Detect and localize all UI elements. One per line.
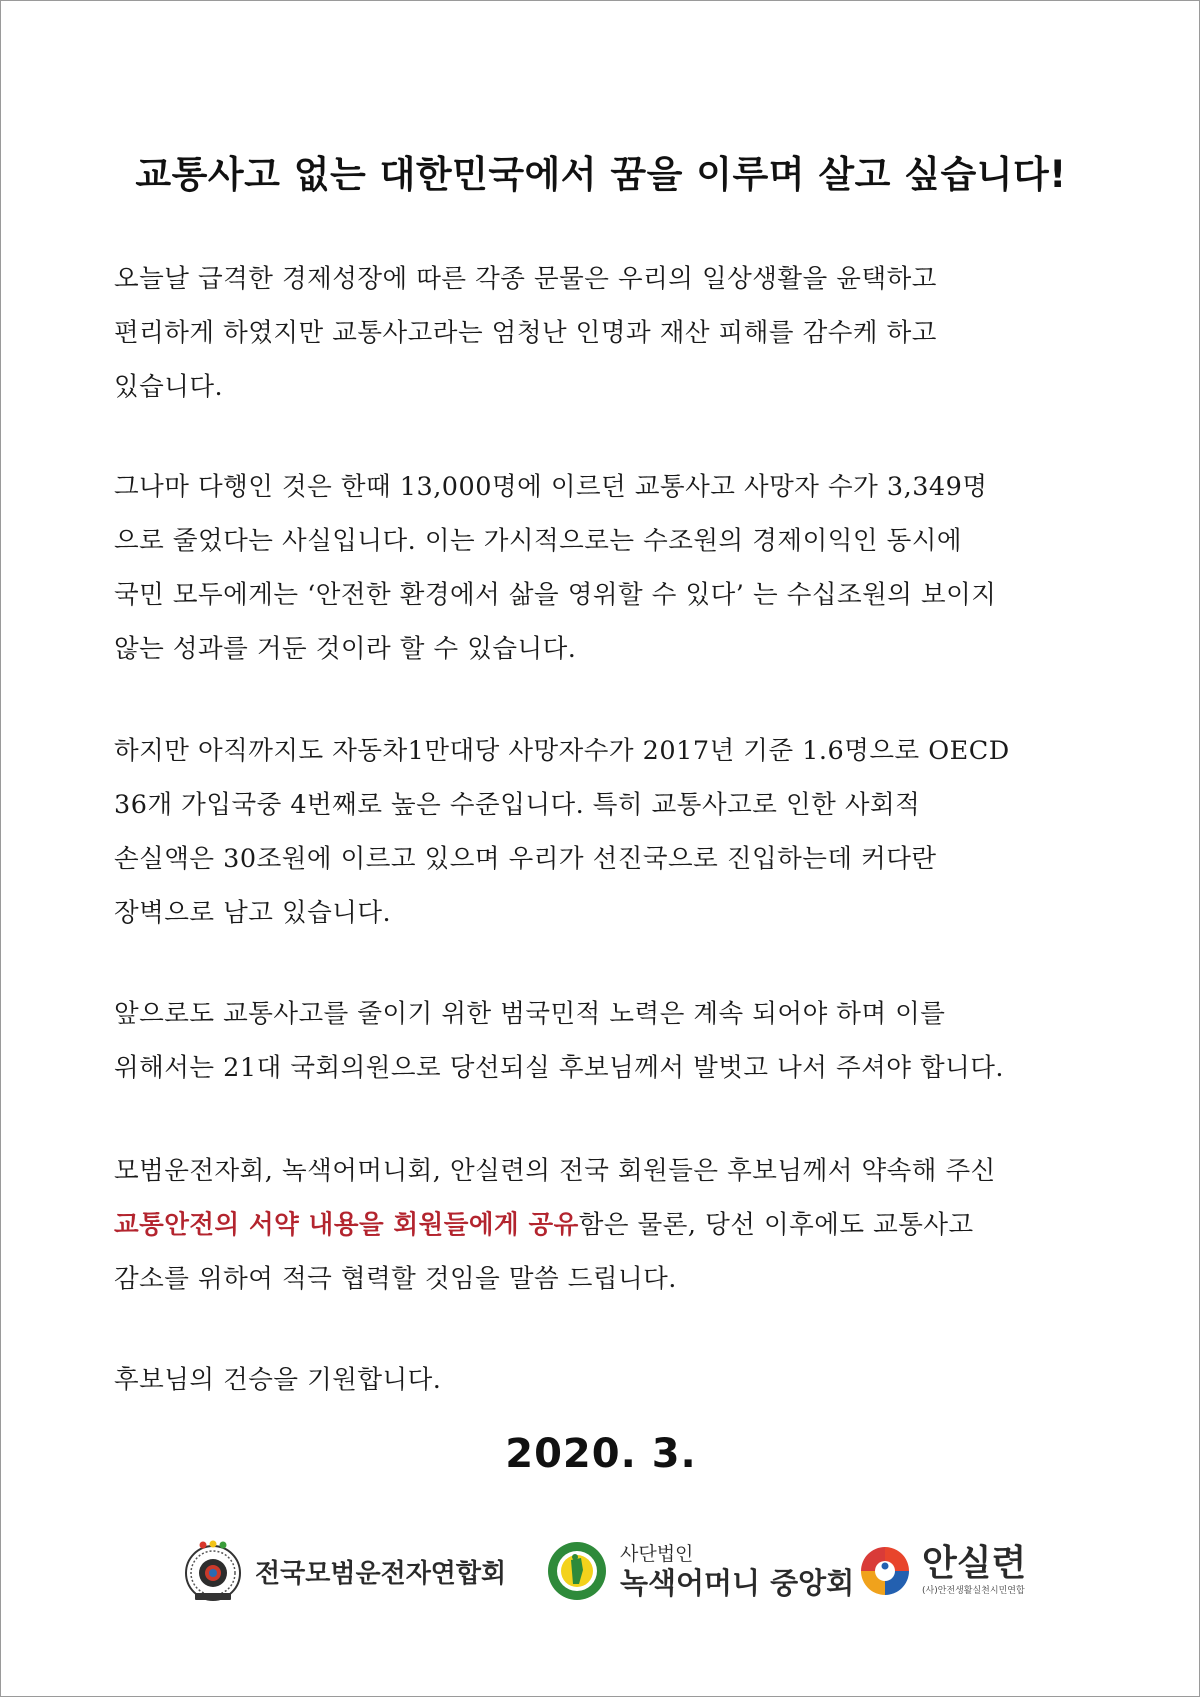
- logo-label: 전국모범운전자연합회: [255, 1558, 507, 1589]
- paragraph-line: 앞으로도 교통사고를 줄이기 위한 범국민적 노력은 계속 되어야 하며 이를: [114, 999, 946, 1029]
- date: 2020. 3.: [505, 1431, 697, 1477]
- paragraph-line: 손실액은 30조원에 이르고 있으며 우리가 선진국으로 진입하는데 커다란: [114, 844, 937, 874]
- paragraph-line: 위해서는 21대 국회의원으로 당선되실 후보님께서 발벗고 나서 주셔야 합니다.: [114, 1053, 1005, 1083]
- logo-label: 녹색어머니 중앙회: [620, 1566, 855, 1600]
- logo-label: 안실련: [922, 1543, 1027, 1584]
- paragraph-line: 있습니다.: [114, 372, 224, 402]
- paragraph-line: 감소를 위하여 적극 협력할 것임을 말씀 드립니다.: [114, 1264, 677, 1294]
- paragraph-line: 후보님의 건승을 기원합니다.: [114, 1365, 442, 1395]
- logo-row: [1, 1531, 1200, 1611]
- paragraph-3: [114, 724, 1089, 940]
- paragraph-4: [114, 987, 1089, 1095]
- logo-text: [620, 1542, 854, 1600]
- paragraph-line: 오늘날 급격한 경제성장에 따른 각종 문물은 우리의 일상생활을 윤택하고: [114, 264, 937, 294]
- paragraph-line: 국민 모두에게는 ‘안전한 환경에서 삶을 영위할 수 있다’ 는 수십조원의 보이지: [114, 580, 997, 610]
- paragraph-line: 하지만 아직까지도 자동차1만대당 사망자수가 2017년 기준 1.6명으로 OECD: [114, 736, 1010, 766]
- paragraph-line: [114, 1198, 1089, 1252]
- paragraph-5: [114, 1144, 1089, 1306]
- paragraph-line: 장벽으로 남고 있습니다.: [114, 898, 392, 928]
- paragraph-line: 않는 성과를 거둔 것이라 할 수 있습니다.: [114, 634, 577, 664]
- ansilryeon-icon: [858, 1544, 912, 1598]
- paragraph-2: [114, 460, 1089, 676]
- logo-model-drivers: [181, 1531, 506, 1611]
- highlighted-text: 교통안전의 서약 내용을 회원들에게 공유: [114, 1210, 579, 1240]
- emblem-icon: [181, 1539, 245, 1603]
- paragraph-line: 으로 줄었다는 사실입니다. 이는 가시적으로는 수조원의 경제이익인 동시에: [114, 526, 962, 556]
- logo-sub-label: 사단법인: [620, 1543, 694, 1565]
- paragraph-line: 그나마 다행인 것은 한때 13,000명에 이르던 교통사고 사망자 수가 3,349명: [114, 472, 988, 502]
- paragraph-text: 함은 물론, 당선 이후에도 교통사고: [578, 1210, 974, 1240]
- logo-ansilryeon: [858, 1531, 1026, 1611]
- page-title: 교통사고 없는 대한민국에서 꿈을 이루며 살고 싶습니다!: [135, 153, 1067, 196]
- paragraph-line: 모범운전자회, 녹색어머니회, 안실련의 전국 회원들은 후보님께서 약속해 주신: [114, 1156, 996, 1186]
- logo-sub-label: (사)안전생활실천시민연합: [922, 1586, 1025, 1596]
- green-mother-icon: [546, 1540, 608, 1602]
- logo-green-mothers: [546, 1531, 854, 1611]
- paragraph-line: 편리하게 하였지만 교통사고라는 엄청난 인명과 재산 피해를 감수케 하고: [114, 318, 937, 348]
- paragraph-1: [114, 252, 1089, 414]
- paragraph-6: [114, 1353, 1089, 1407]
- logo-text: [922, 1544, 1026, 1598]
- paragraph-line: 36개 가입국중 4번째로 높은 수준입니다. 특히 교통사고로 인한 사회적: [114, 790, 921, 820]
